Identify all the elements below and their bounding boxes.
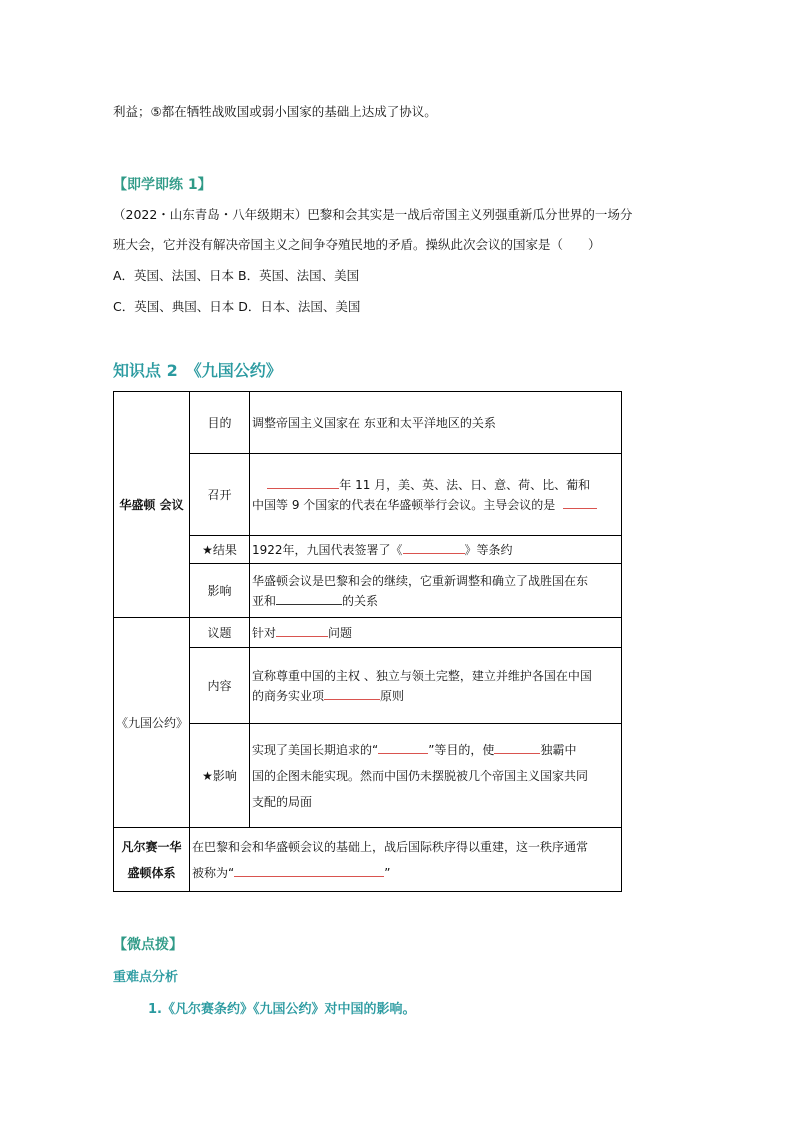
impact-text: 华盛顿会议是巴黎和会的继续，它重新调整和确立了战胜国在东 亚和 的关系 xyxy=(250,564,622,618)
analysis-item-1: 1.《凡尔赛条约》《九国公约》对中国的影响。 xyxy=(148,1002,416,1017)
section-title: 知识点 2 《九国公约》 xyxy=(113,361,282,380)
tips-subheading: 重难点分析 xyxy=(113,970,179,985)
label-convene: 召开 xyxy=(190,454,250,536)
practice-heading: 【即学即练 1】 xyxy=(113,177,212,193)
blank-issue[interactable] xyxy=(276,624,328,637)
blank-treaty[interactable] xyxy=(403,541,465,554)
group-system: 凡尔赛一华 盛顿体系 xyxy=(114,828,190,892)
blank-leader[interactable] xyxy=(563,496,597,509)
group-nine-power: 《九国公约》 xyxy=(114,618,190,828)
blank-year[interactable] xyxy=(267,476,339,489)
tips-heading: 【微点拨】 xyxy=(113,937,183,953)
continued-text: 利益；⑤都在牺牲战败国或弱小国家的基础上达成了协议。 xyxy=(113,104,437,119)
topic-text: 针对 问题 xyxy=(250,618,622,648)
label-topic: 议题 xyxy=(190,618,250,648)
blank-system-name[interactable] xyxy=(234,864,384,877)
options-ab: A．英国、法国、日本 B．英国、法国、美国 xyxy=(113,268,360,283)
question-line-2: 班大会，它并没有解决帝国主义之间争夺殖民地的矛盾。操纵此次会议的国家是（ ） xyxy=(113,237,601,252)
blank-principle[interactable] xyxy=(324,687,380,700)
label-purpose: 目的 xyxy=(190,392,250,454)
label-impact: 影响 xyxy=(190,564,250,618)
purpose-text: 调整帝国主义国家在 东亚和太平洋地区的关系 xyxy=(250,392,622,454)
content-text: 宣称尊重中国的主权 、独立与领土完整，建立并维护各国在中国 的商务实业项 原则 xyxy=(250,648,622,724)
influence-text: 实现了美国长期追求的“ ”等目的，使 独霸中 国的企图未能实现。然而中国仍未摆脱被几个帝国主义国家共同 支配的局面 xyxy=(250,724,622,828)
blank-country[interactable] xyxy=(494,741,540,754)
knowledge-table xyxy=(113,391,622,892)
convene-text: 年 11 月，美、英、法、日、意、荷、比、葡和 中国等 9 个国家的代表在华盛顿举行会议。主导会议的是 xyxy=(250,454,622,536)
label-content: 内容 xyxy=(190,648,250,724)
system-text: 在巴黎和会和华盛顿会议的基础上，战后国际秩序得以重建，这一秩序通常 被称为“ ” xyxy=(190,828,622,892)
label-influence: ★影响 xyxy=(190,724,250,828)
label-result: ★结果 xyxy=(190,536,250,564)
blank-region[interactable] xyxy=(276,592,342,605)
blank-goal[interactable] xyxy=(378,741,428,754)
question-line-1: （2022・山东青岛・八年级期末）巴黎和会其实是一战后帝国主义列强重新瓜分世界的一场分 xyxy=(113,207,633,222)
result-text: 1922年，九国代表签署了《 》等条约 xyxy=(250,536,622,564)
group-washington: 华盛顿 会议 xyxy=(114,392,190,618)
options-cd: C．英国、典国、日本 D．日本、法国、美国 xyxy=(113,299,361,314)
